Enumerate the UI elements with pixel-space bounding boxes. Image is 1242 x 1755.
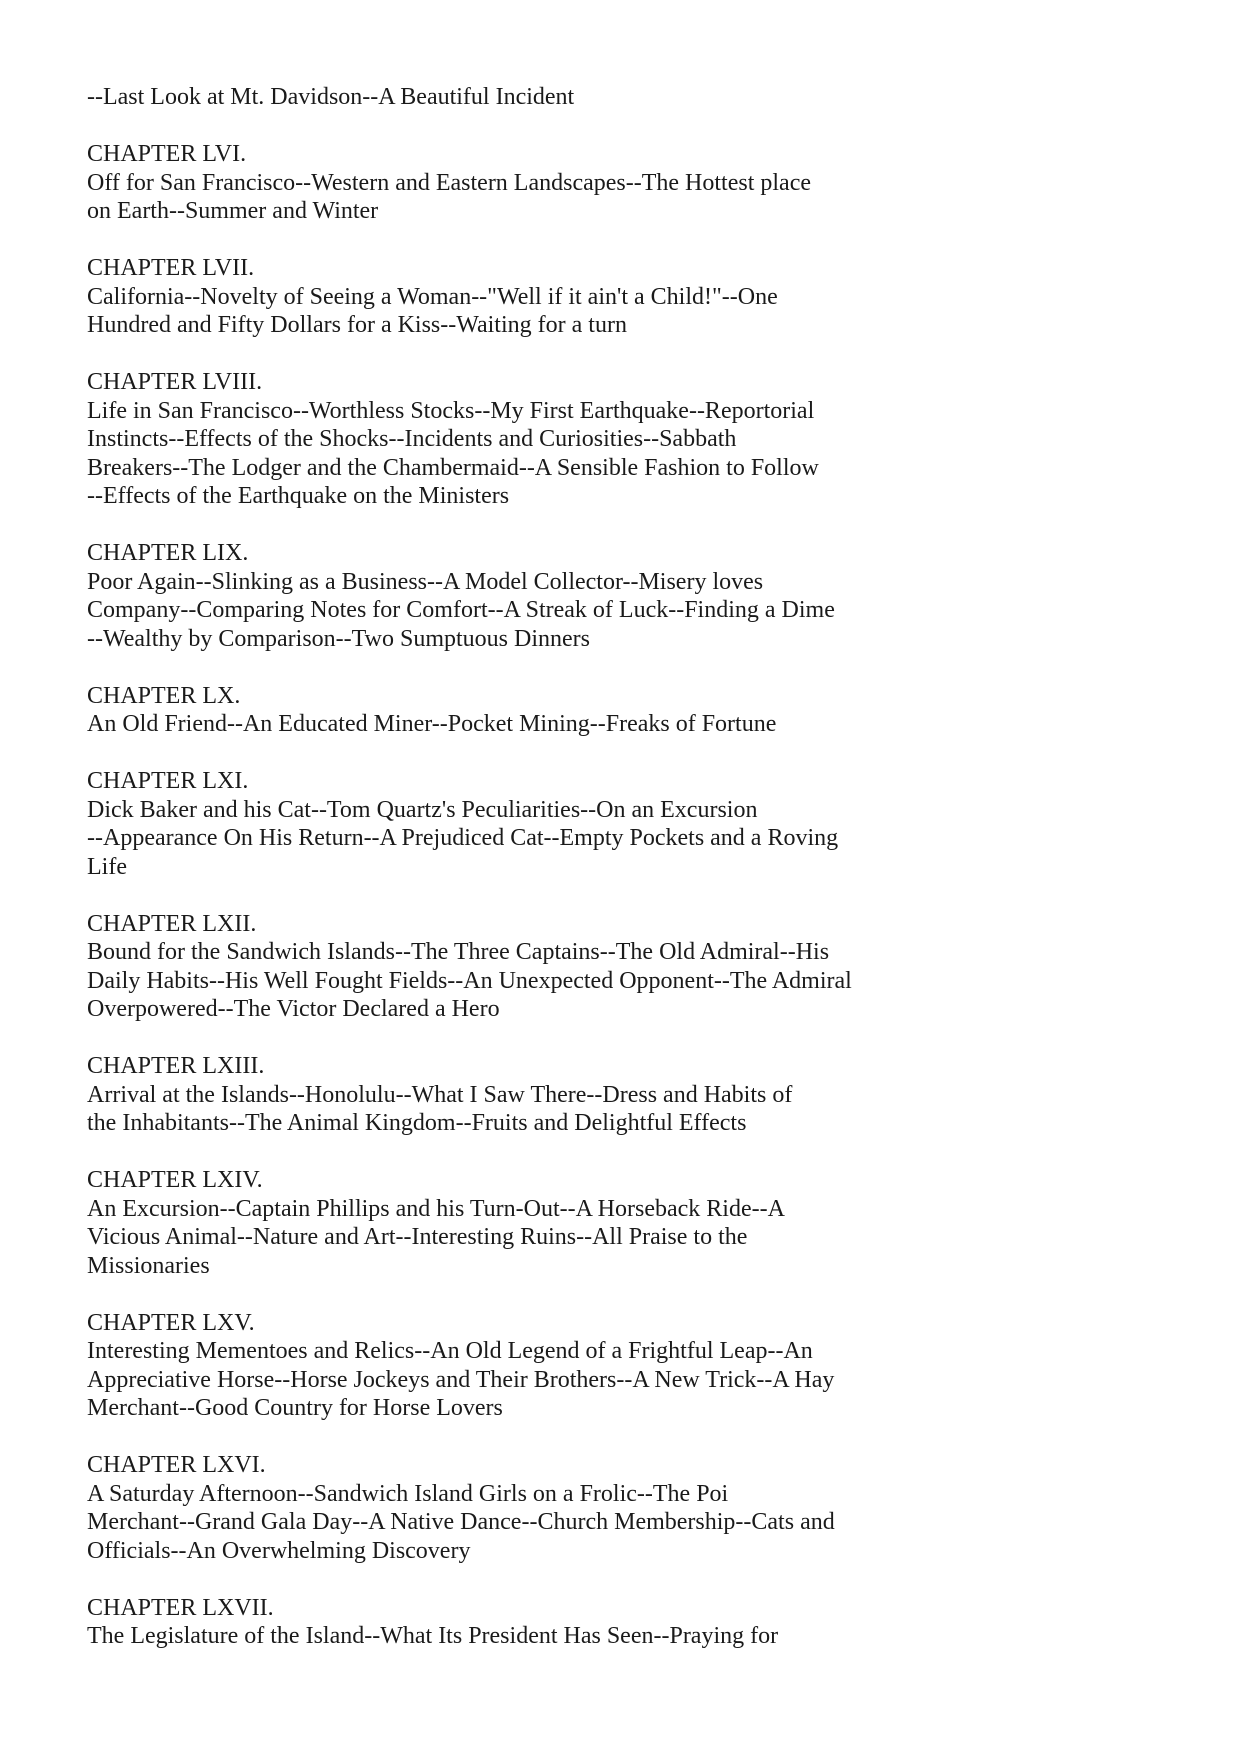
chapter-summary-line: An Old Friend--An Educated Miner--Pocket Mining--Freaks of Fortune: [87, 711, 777, 737]
chapter-summary-line: Merchant--Grand Gala Day--A Native Dance--Church Membership--Cats and: [87, 1509, 835, 1535]
chapter-entry: [87, 368, 1147, 511]
chapter-entry: [87, 1309, 1147, 1423]
chapter-summary-line: Breakers--The Lodger and the Chambermaid--A Sensible Fashion to Follow: [87, 454, 819, 481]
chapter-heading: CHAPTER LIX.: [87, 540, 249, 566]
chapter-heading: CHAPTER LXII.: [87, 910, 257, 937]
chapter-heading: CHAPTER LXVI.: [87, 1452, 266, 1478]
chapter-summary-line: on Earth--Summer and Winter: [87, 198, 379, 224]
chapter-summary-line: Poor Again--Slinking as a Business--A Model Collector--Misery loves: [87, 568, 764, 595]
chapter-entry: [87, 767, 1147, 881]
chapter-summary-line: Overpowered--The Victor Declared a Hero: [87, 996, 500, 1022]
chapter-summary-line: Company--Comparing Notes for Comfort--A Streak of Luck--Finding a Dime: [87, 597, 835, 623]
chapter-summary-line: Vicious Animal--Nature and Art--Interesting Ruins--All Praise to the: [87, 1224, 748, 1250]
chapter-summary-line: Merchant--Good Country for Horse Lovers: [87, 1395, 503, 1421]
chapter-summary-line: Officials--An Overwhelming Discovery: [87, 1537, 471, 1564]
chapter-summary-line: Appreciative Horse--Horse Jockeys and Their Brothers--A New Trick--A Hay: [87, 1366, 835, 1393]
chapter-heading: CHAPTER LVI.: [87, 141, 247, 167]
chapter-summary-line: Daily Habits--His Well Fought Fields--An Unexpected Opponent--The Admiral: [87, 967, 852, 994]
chapter-entry: [87, 1052, 1147, 1138]
chapter-summary-line: Instincts--Effects of the Shocks--Incidents and Curiosities--Sabbath: [87, 426, 737, 452]
chapter-heading: CHAPTER LXV.: [87, 1309, 255, 1336]
chapter-summary-line: --Appearance On His Return--A Prejudiced Cat--Empty Pockets and a Roving: [87, 825, 839, 851]
chapter-entry: [87, 682, 1147, 739]
chapter-summary-line: Off for San Francisco--Western and Eastern Landscapes--The Hottest place: [87, 169, 812, 196]
chapter-heading: CHAPTER LXIV.: [87, 1167, 263, 1193]
chapter-entry: [87, 254, 1147, 340]
chapter-summary-line: Bound for the Sandwich Islands--The Three Captains--The Old Admiral--His: [87, 939, 830, 965]
chapter-heading: CHAPTER LXI.: [87, 768, 249, 794]
chapter-entry: [87, 539, 1147, 653]
chapter-summary-line: Hundred and Fifty Dollars for a Kiss--Waiting for a turn: [87, 312, 627, 338]
chapter-entry: [87, 1166, 1147, 1280]
chapter-entry: [87, 910, 1147, 1024]
chapter-heading: CHAPTER LX.: [87, 682, 241, 709]
chapter-summary-line: Life in San Francisco--Worthless Stocks--My First Earthquake--Reportorial: [87, 397, 815, 424]
continued-summary-line: --Last Look at Mt. Davidson--A Beautiful Incident: [87, 84, 575, 110]
chapter-summary-line: An Excursion--Captain Phillips and his Turn-Out--A Horseback Ride--A: [87, 1195, 785, 1222]
chapter-summary-line: The Legislature of the Island--What Its President Has Seen--Praying for: [87, 1623, 779, 1649]
chapter-heading: CHAPTER LXVII.: [87, 1594, 274, 1621]
chapter-entry: [87, 1594, 1147, 1651]
chapter-summary-line: --Wealthy by Comparison--Two Sumptuous Dinners: [87, 625, 590, 652]
chapter-summary-line: California--Novelty of Seeing a Woman--"Well if it ain't a Child!"--One: [87, 283, 778, 310]
chapter-summary-line: Interesting Mementoes and Relics--An Old Legend of a Frightful Leap--An: [87, 1338, 813, 1364]
chapter-heading: CHAPTER LVIII.: [87, 369, 263, 395]
chapter-summary-line: Arrival at the Islands--Honolulu--What I Saw There--Dress and Habits of: [87, 1081, 793, 1108]
chapter-summary-line: the Inhabitants--The Animal Kingdom--Fruits and Delightful Effects: [87, 1110, 747, 1136]
document-page: [87, 83, 1147, 1679]
chapter-summary-line: Missionaries: [87, 1252, 210, 1279]
chapter-heading: CHAPTER LVII.: [87, 255, 255, 281]
chapter-summary-line: --Effects of the Earthquake on the Ministers: [87, 483, 510, 509]
chapter-summary-line: Dick Baker and his Cat--Tom Quartz's Peculiarities--On an Excursion: [87, 796, 758, 823]
chapter-summary-line: Life: [87, 853, 127, 880]
chapter-summary-line: A Saturday Afternoon--Sandwich Island Girls on a Frolic--The Poi: [87, 1480, 729, 1507]
chapter-entry: [87, 1451, 1147, 1565]
chapter-entry: [87, 140, 1147, 226]
chapter-heading: CHAPTER LXIII.: [87, 1053, 265, 1079]
